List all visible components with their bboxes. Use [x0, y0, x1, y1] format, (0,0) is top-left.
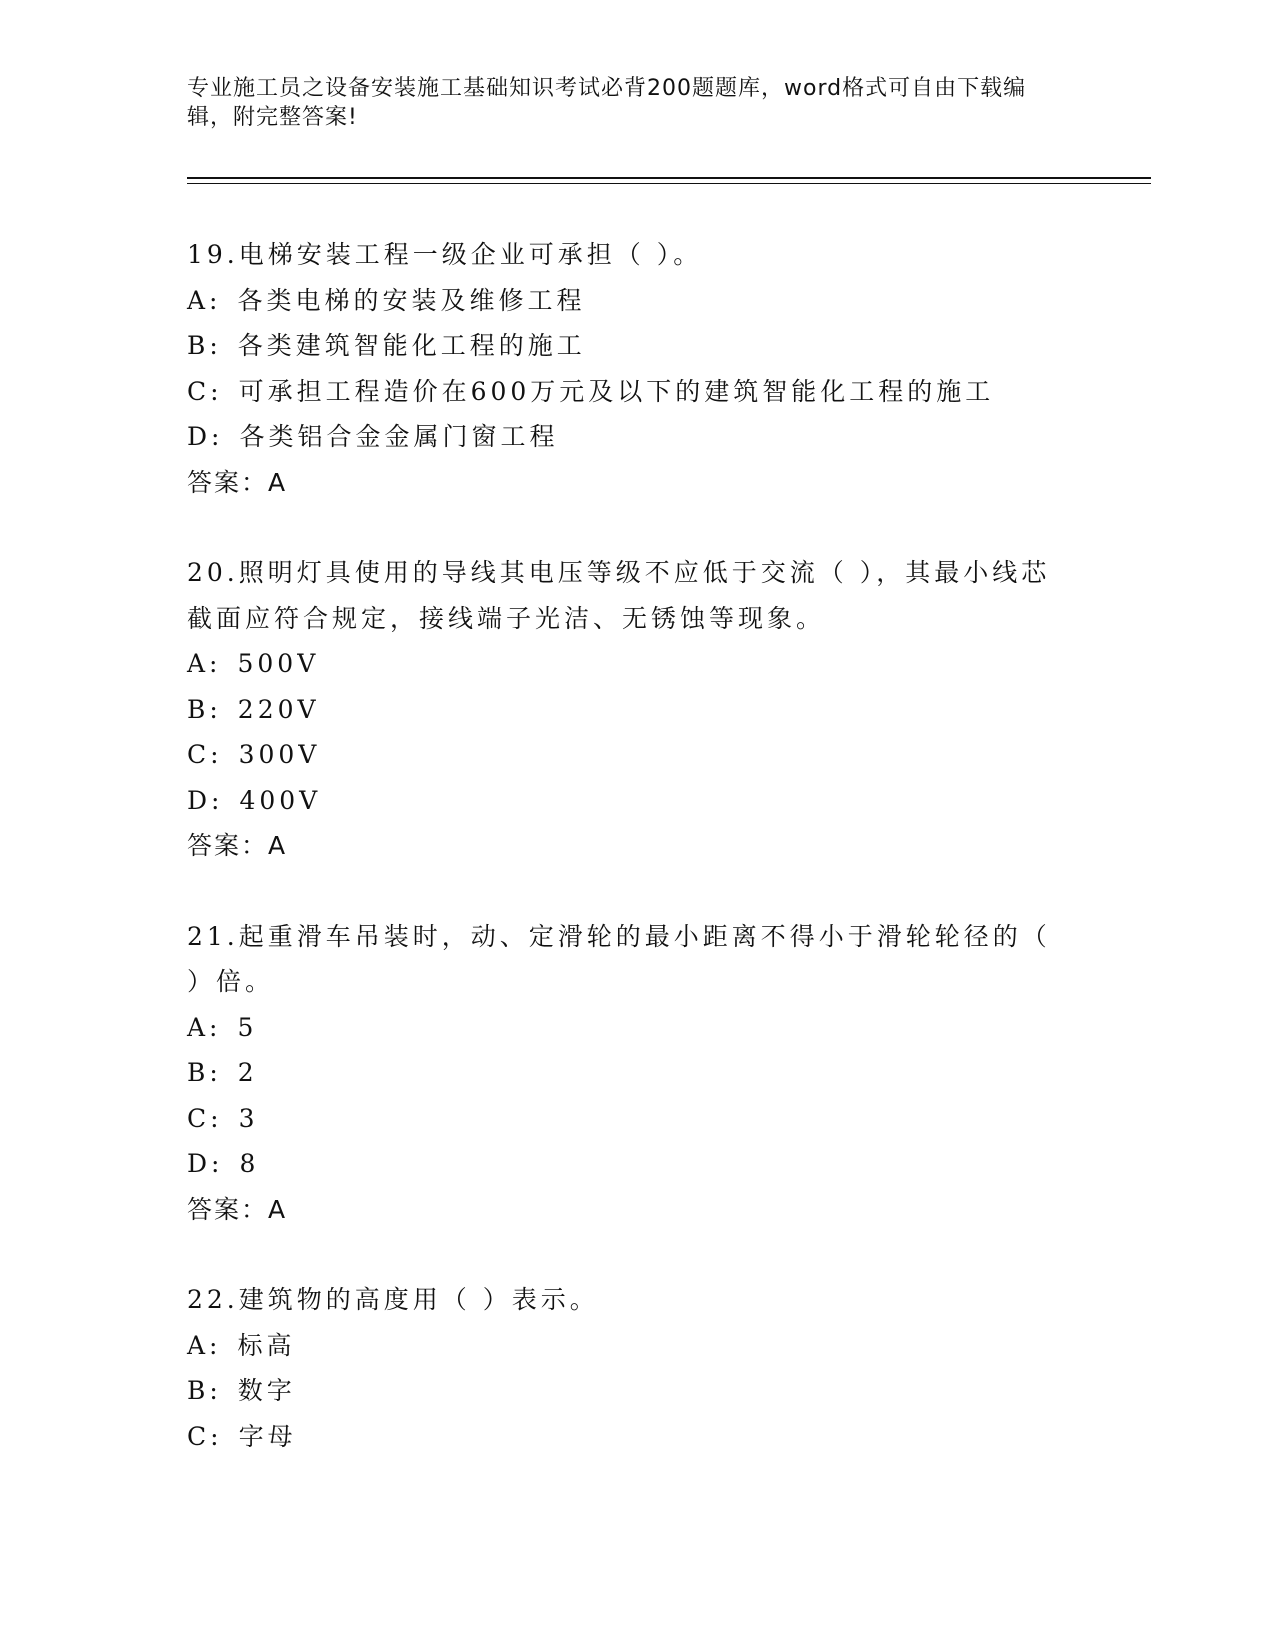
header-title: 专业施工员之设备安装施工基础知识考试必背200题题库，word格式可自由下载编辑，附完整答案! [187, 76, 1027, 130]
option-b [187, 323, 1067, 369]
option-c [187, 1414, 1067, 1460]
option-letter: D: [187, 422, 224, 451]
option-letter: C: [187, 740, 223, 769]
option-text: 可承担工程造价在600万元及以下的建筑智能化工程的施工 [238, 376, 995, 406]
option-text: 8 [239, 1149, 260, 1178]
option-letter: B: [187, 331, 222, 360]
option-text: 2 [237, 1058, 258, 1087]
option-letter: B: [187, 1376, 222, 1405]
option-d [187, 778, 1067, 824]
option-a [187, 1323, 1067, 1369]
answer-line: 答案：A [187, 1194, 288, 1224]
option-text: 3 [238, 1103, 259, 1133]
option-d [187, 414, 1067, 460]
option-letter: C: [187, 1103, 223, 1133]
option-a [187, 278, 1067, 324]
option-text: 各类建筑智能化工程的施工 [237, 331, 586, 360]
answer-line: 答案：A [187, 467, 288, 497]
option-c [187, 732, 1067, 778]
option-text: 字母 [238, 1421, 297, 1451]
header-divider-thick [187, 177, 1151, 179]
option-c [187, 369, 1067, 415]
option-letter: A: [187, 1012, 222, 1042]
option-letter: A: [187, 649, 222, 678]
question-21 [187, 914, 1067, 1233]
option-b [187, 687, 1067, 733]
option-a [187, 641, 1067, 687]
option-letter: D: [187, 785, 224, 815]
answer-line: 答案：A [187, 831, 288, 860]
question-stem: 20.照明灯具使用的导线其电压等级不应低于交流（ ），其最小线芯截面应符合规定，接线端子光洁、无锈蚀等现象。 [187, 558, 1051, 633]
option-letter: D: [187, 1149, 224, 1178]
option-text: 400V [239, 785, 322, 815]
option-letter: B: [187, 1058, 222, 1087]
option-text: 5 [237, 1012, 258, 1042]
option-text: 300V [238, 740, 321, 769]
option-text: 220V [237, 694, 320, 724]
question-22 [187, 1277, 1067, 1459]
question-19 [187, 232, 1067, 505]
option-letter: A: [187, 1330, 222, 1360]
option-b [187, 1050, 1067, 1096]
option-text: 数字 [237, 1376, 296, 1405]
option-letter: A: [187, 285, 222, 315]
option-d [187, 1141, 1067, 1187]
question-stem: 19.电梯安装工程一级企业可承担（ ）。 [187, 240, 703, 269]
option-text: 标高 [237, 1330, 296, 1360]
option-letter: C: [187, 1421, 223, 1451]
option-text: 各类电梯的安装及维修工程 [237, 285, 586, 315]
question-list [187, 232, 1067, 1504]
option-letter: C: [187, 376, 223, 406]
option-a [187, 1005, 1067, 1051]
option-c [187, 1096, 1067, 1142]
document-header [187, 74, 1067, 132]
question-stem: 21.起重滑车吊装时，动、定滑轮的最小距离不得小于滑轮轮径的（ ）倍。 [187, 921, 1051, 996]
option-b [187, 1368, 1067, 1414]
question-stem: 22.建筑物的高度用（ ）表示。 [187, 1285, 599, 1314]
option-text: 500V [237, 649, 320, 678]
option-text: 各类铝合金金属门窗工程 [239, 422, 559, 451]
header-divider-thin [187, 183, 1151, 184]
option-letter: B: [187, 694, 222, 724]
question-20 [187, 550, 1067, 869]
